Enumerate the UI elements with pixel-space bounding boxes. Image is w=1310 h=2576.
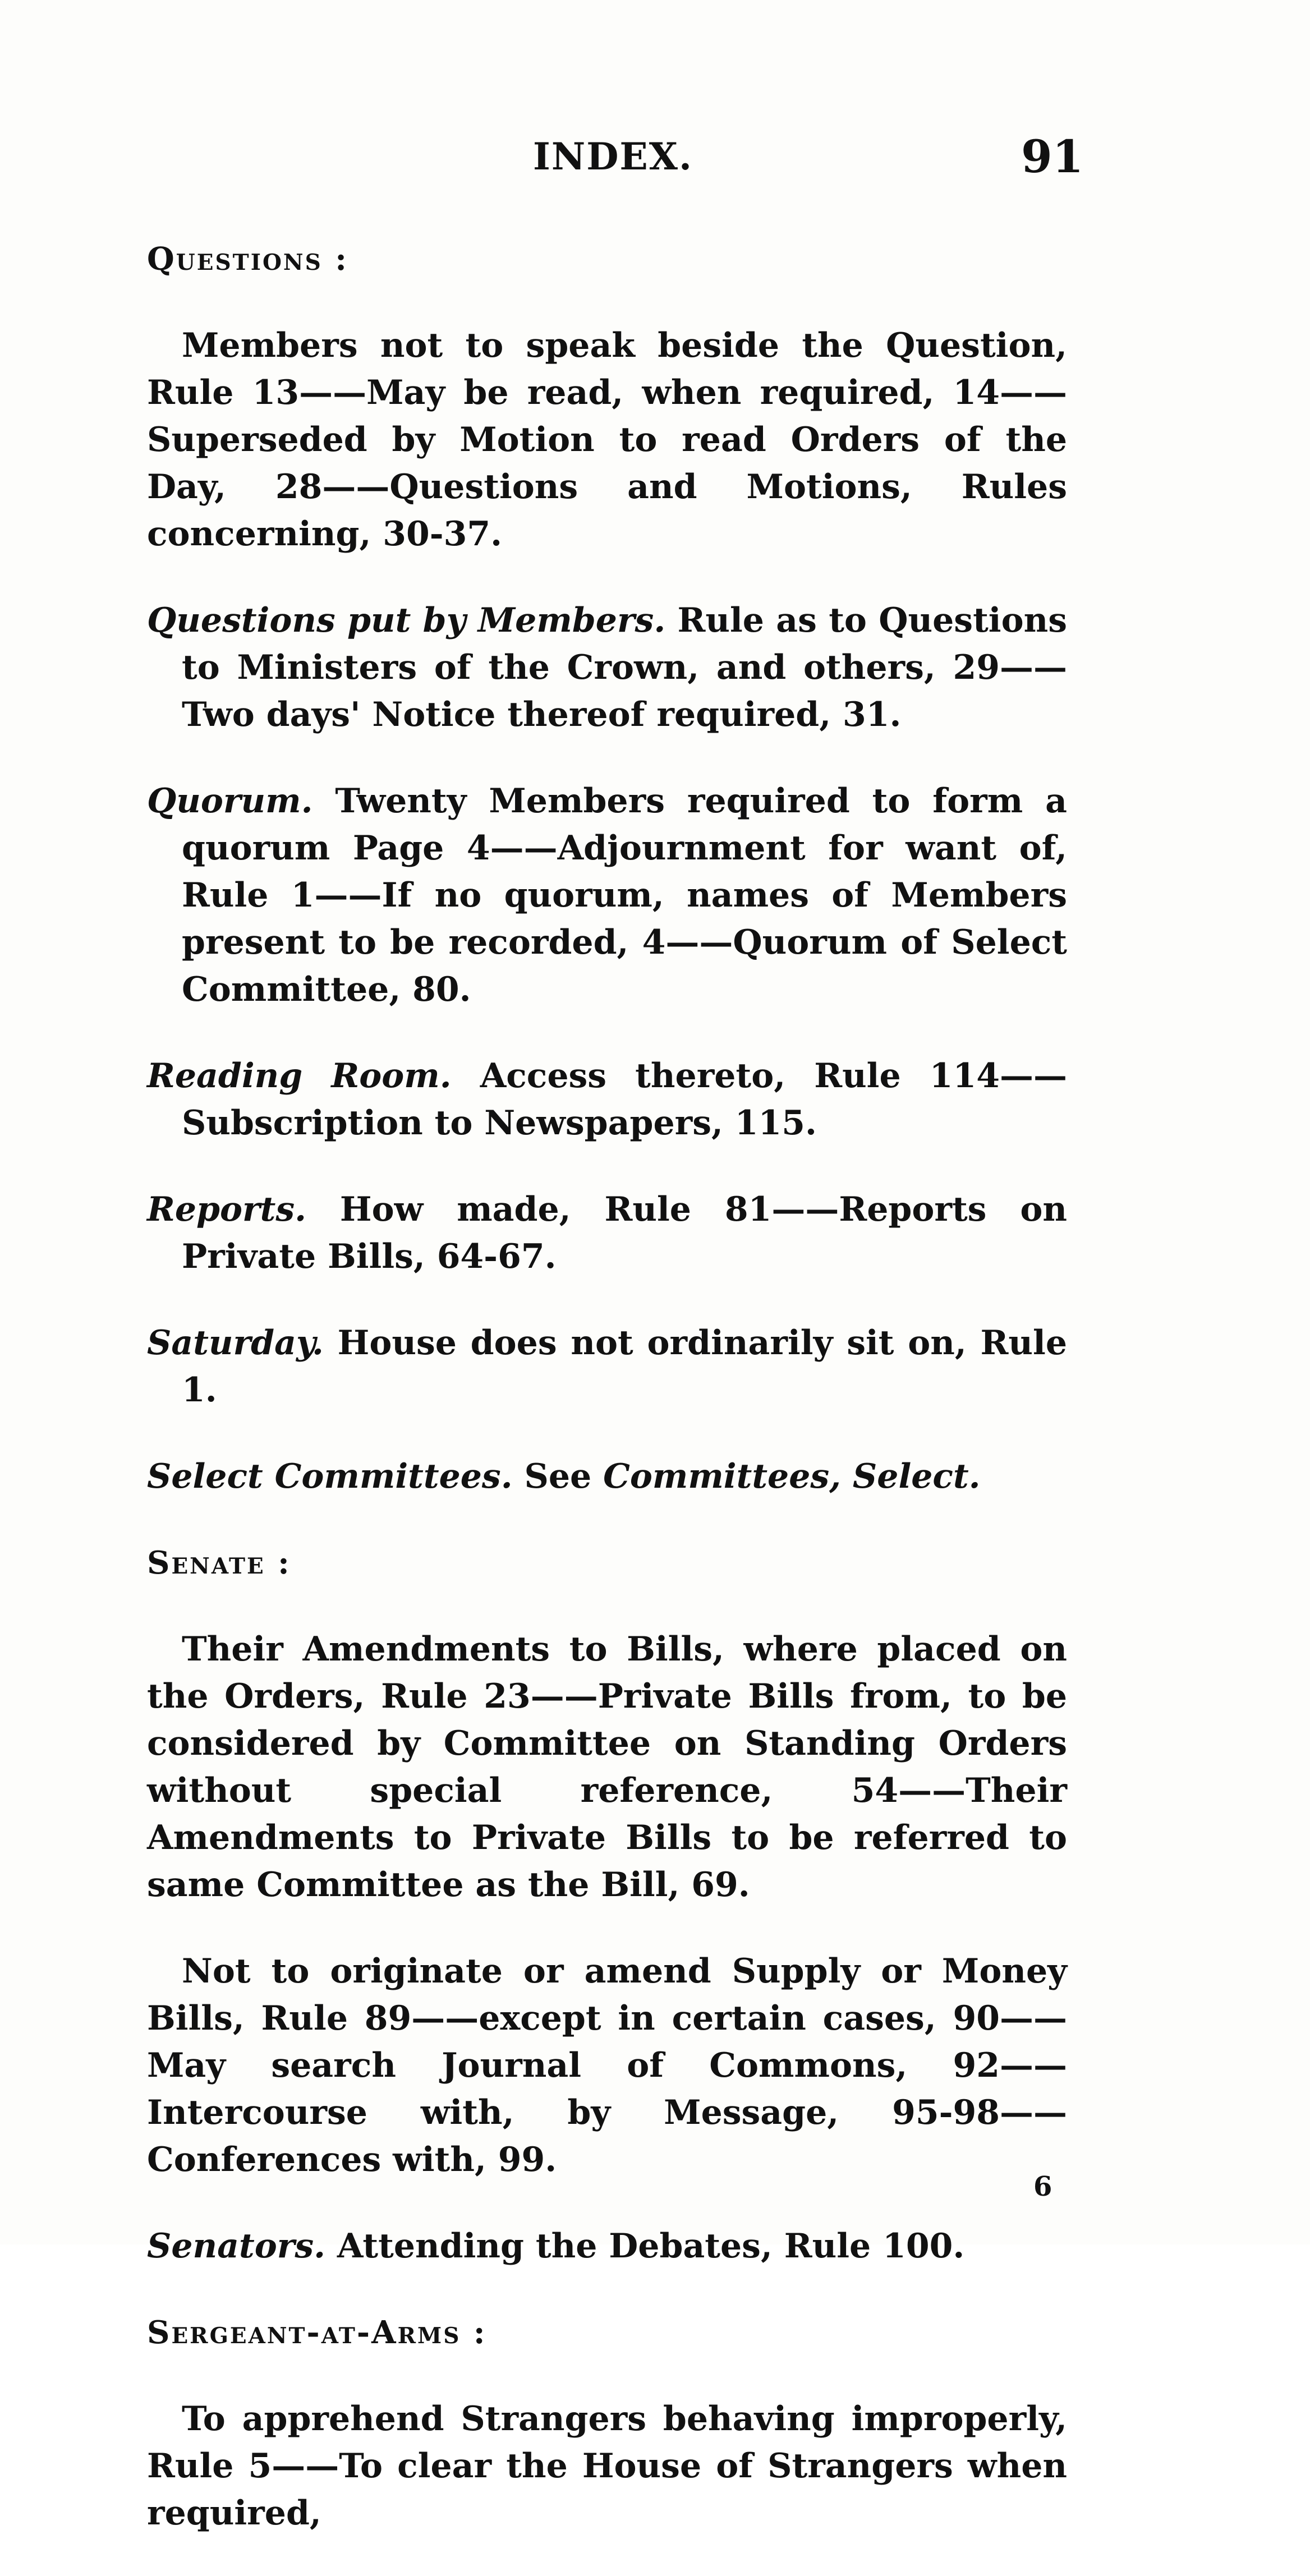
entry-senators [147, 2223, 1067, 2270]
running-title: INDEX. [533, 135, 693, 178]
page-number: 91 [1021, 130, 1084, 183]
senate-paragraph-2: Not to originate or amend Supply or Money Bills, Rule 89——except in certain cases, 90——May search Journal of Commons, 92——Intercourse with, by Message, 95-98——Conferences with, 99. [147, 1952, 1067, 2179]
entry-quorum [147, 778, 1067, 1013]
entry-term: Reports. [147, 1190, 307, 1229]
entry-term: Senators. [147, 2227, 326, 2266]
sergeant-paragraph: To apprehend Strangers behaving improperly, Rule 5——To clear the House of Strangers when required, [147, 2399, 1067, 2533]
entry-text: House does not ordinarily sit on, Rule 1. [182, 1323, 1067, 1410]
index-content [147, 236, 1067, 2576]
section-head-questions: Questions : [147, 241, 348, 278]
entry-term: Saturday. [147, 1323, 324, 1363]
page-header [0, 130, 1310, 183]
entry-text: How made, Rule 81——Reports on Private Bills, 64-67. [182, 1190, 1067, 1276]
senate-paragraph-1: Their Amendments to Bills, where placed on the Orders, Rule 23——Private Bills from, to be considered by Committee on Standing Orders without special reference, 54——Their Amendments to Private Bills to be referred to same Committee as the Bill, 69. [147, 1630, 1067, 1905]
entry-text: Twenty Members required to form a quorum Page 4——Adjournment for want of, Rule 1——If no quorum, names of Members present to be recorded, 4——Quorum of Select Committee, 80. [182, 781, 1067, 1009]
entry-select-committees [147, 1453, 1067, 1500]
see-reference: Committees, Select. [603, 1457, 981, 1496]
entry-term: Questions put by Members. [147, 601, 666, 640]
entry-text: Access thereto, Rule 114——Subscription to Newspapers, 115. [182, 1056, 1067, 1143]
entry-text: Attending the Debates, Rule 100. [325, 2227, 965, 2266]
entry-text: See [512, 1457, 604, 1496]
entry-questions-put [147, 597, 1067, 738]
entry-term: Quorum. [147, 781, 313, 821]
entry-text: Rule as to Questions to Ministers of the Crown, and others, 29——Two days' Notice thereof required, 31. [182, 601, 1068, 734]
entry-reading-room [147, 1052, 1067, 1147]
entry-saturday [147, 1319, 1067, 1414]
signature-mark: 6 [1033, 2171, 1052, 2202]
questions-paragraph: Members not to speak beside the Question, Rule 13——May be read, when required, 14——Superseded by Motion to read Orders of the Day, 28——Questions and Motions, Rules concerning, 30-37. [147, 326, 1067, 554]
entry-reports [147, 1186, 1067, 1280]
section-head-sergeant-at-arms: Sergeant-at-Arms : [147, 2314, 487, 2351]
entry-term: Select Committees. [147, 1457, 513, 1496]
entry-term: Reading Room. [147, 1056, 452, 1096]
section-head-senate: Senate : [147, 1544, 291, 1581]
